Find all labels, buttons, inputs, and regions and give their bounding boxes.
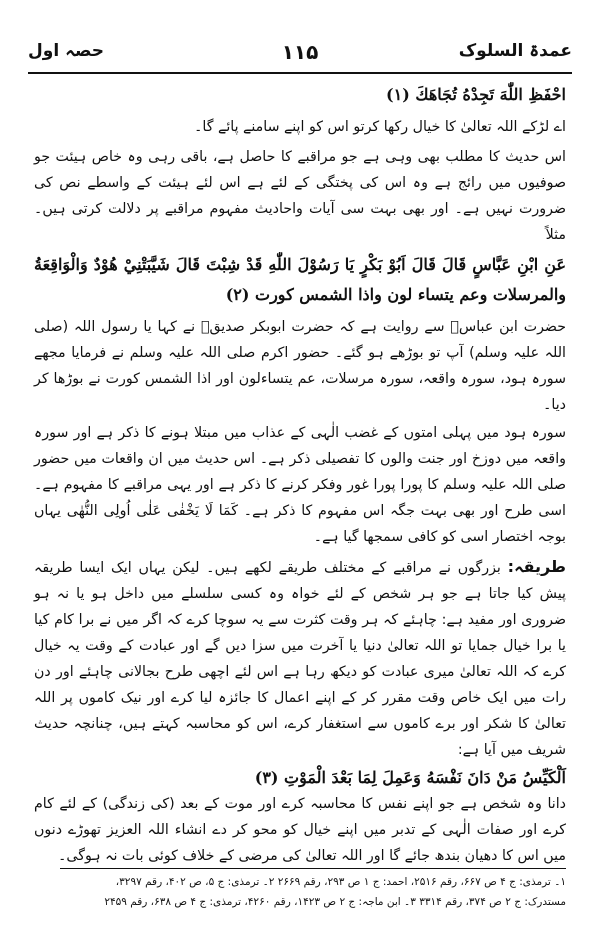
page-header: [28, 38, 572, 72]
method-term: طریقہ:: [507, 557, 566, 576]
paragraph-6: دانا وہ شخص ہے جو اپنے نفس کا محاسبہ کرے اور موت کے بعد (کی زندگی) کے لئے کام کرے اور صفات الٰہی کے تدبر میں اپنے خیال کو محو کر دے انشاء اللہ العزیز تھوڑے دنوں میں اس کا دھیان بندھ جائے گا اور اللہ تعالیٰ کی مرضی کے خلاف کوئی بات نہ ہوگی۔: [34, 796, 566, 864]
paragraph-5: [34, 554, 566, 763]
paragraph-3: حضرت ابن عباسؓ سے روایت ہے کہ حضرت ابوبکر صدیقؓ نے کہا یا رسول اللہ (صلی اللہ علیہ وسلم) آپ تو بوڑھے ہو گئے۔ حضور اکرم صلی اللہ علیہ وسلم نے فرمایا مجھے سورہ ہود، سورہ واقعہ، سورہ مرسلات، عم یتساءلون اور اذا الشمس کورت نے بوڑھا کر دیا۔: [34, 319, 566, 413]
footnotes: [34, 872, 566, 912]
paragraph-5-text: بزرگوں نے مراقبے کے مختلف طریقے لکھے ہیں۔ لیکن یہاں ایک ایسا طریقہ پیش کیا جاتا ہے جو ہر شخص کے لئے خواہ وہ کسی سلسلے میں داخل ہو یا نہ ہو ضروری اور مفید ہے: چاہئے کہ ہر وقت کثرت سے یہ سوچا کرے کہ اگر میں نے برا کام کیا یا برا خیال جمایا تو اللہ تعالیٰ دنیا یا آخرت میں سزا دیں گے اور عبادت کے وقت یہ خیال کرے کہ اللہ تعالیٰ میری عبادت کو دیکھ رہا ہے اس لئے اچھی طرح بجالانی چاہئے اور دن رات میں ایک خاص وقت مقرر کر کے اپنے اعمال کا جائزہ لیا کرے اور نیک کاموں پر اللہ تعالیٰ کا شکر اور برے کاموں سے استغفار کرے، اس کو محاسبہ کہتے ہیں، چنانچہ حدیث شریف میں آیا ہے:: [34, 560, 566, 758]
part-label: حصہ اول: [28, 41, 105, 61]
header-rule: [28, 72, 572, 74]
paragraph-4: سورہ ہود میں پہلی امتوں کے غضب الٰہی کے عذاب میں مبتلا ہونے کا ذکر ہے اور سورہ واقعہ میں دوزخ اور جنت والوں کا تفصیلی ذکر ہے۔ اس حدیث میں ان واقعات میں حضور صلی اللہ علیہ وسلم کا پورا پورا غور وفکر کرنے کا ذکر ہے اور یہی مراقبے کا مفہوم ہے۔ اسی طرح اور بھی بہت جگہ اس مفہوم کا ذکر ہے۔ كَمَا لَا يَخْفٰى عَلٰى اُولِى النُّهٰى یہاں بوجہ اختصار اسی کو کافی سمجھا گیا ہے۔: [34, 425, 566, 545]
page-body: [34, 82, 566, 869]
arabic-hadith-3: اَلْكَيِّسُ مَنْ دَانَ نَفْسَهُ وَعَمِلَ لِمَا بَعْدَ الْمَوْتِ (۳): [254, 768, 566, 787]
footnote-line-2: مستدرک: ج ۲ ص ۳۷۴، رقم ۳۳۱۴ ۳۔ ابن ماجہ: ج ۲ ص ۱۴۲۳، رقم ۴۲۶۰، ترمذی: ج ۴ ص ۶۳۸، رقم ۲۴۵۹: [104, 896, 566, 908]
page-number: ۱۱۵: [281, 40, 319, 64]
arabic-hadith-1: احْفَظِ اللّٰهَ تَجِدْهُ تُجَاهَكَ (۱): [386, 85, 566, 104]
book-title: عمدۃ السلوک: [458, 41, 572, 61]
footnote-rule: [60, 868, 566, 869]
translation-1: اے لڑکے اللہ تعالیٰ کا خیال رکھا کرتو اس کو اپنے سامنے پائے گا۔: [194, 119, 566, 135]
paragraph-2: اس حدیث کا مطلب بھی وہی ہے جو مراقبے کا حاصل ہے، باقی رہی وہ خاص ہیئت جو صوفیوں میں رائج ہے وہ اس کی پختگی کے لئے ہے اس لئے ہیئت کے واسطے نص کی ضرورت نہیں ہے۔ اور بھی بہت سی آیات واحادیث مفہوم مراقبے پر دلالت کرتی ہیں۔ مثلاً: [34, 149, 566, 243]
footnote-line-1: ۱۔ ترمذی: ج ۴ ص ۶۶۷، رقم ۲۵۱۶، احمد: ج ۱ ص ۲۹۳، رقم ۲۶۶۹ ۲۔ ترمذی: ج ۵، ص ۴۰۲، رقم ۳۲۹۷،: [115, 876, 566, 888]
arabic-hadith-2: عَنِ ابْنِ عَبَّاسٍ قَالَ قَالَ اَبُوْ بَكْرٍ يَا رَسُوْلَ اللّٰهِ قَدْ شِبْتَ قَالَ شَيَّبَتْنِيْ هُوْدٌ وَالْوَاقِعَةُ والمرسلات وعم يتساء لون واذا الشمس كورت (۲): [34, 255, 566, 304]
